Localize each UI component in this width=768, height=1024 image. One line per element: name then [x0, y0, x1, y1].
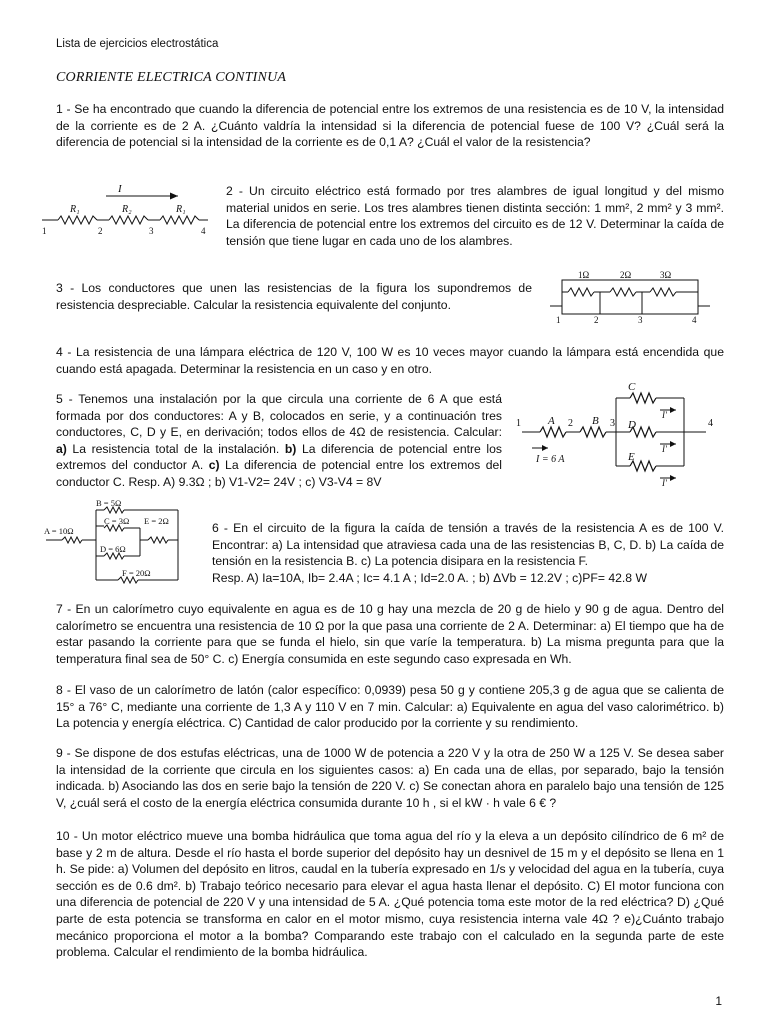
- exercise-number: 9: [56, 746, 63, 760]
- exercise-number: 1: [56, 102, 63, 116]
- node-1: 1: [516, 418, 521, 429]
- node-3: 3: [149, 226, 154, 236]
- exercise-text: El vaso de un calorímetro de latón (calor específico: 0,0939) pesa 50 g y contiene 205,3 g de agua que se calienta de 15° a 76° C, mediante una corriente de 1,3 A y 110 V en 7 min. Calcular: a) Equivalente en agua del vaso calorimétrico. b) La potencia y energía eléctrica. C) Cantidad de calor producido por la corriente y su rendimiento.: [56, 683, 724, 731]
- node-4: 4: [692, 315, 697, 325]
- exercise-number: 6: [212, 521, 219, 535]
- part-c-marker: c): [208, 458, 220, 473]
- section-title: CORRIENTE ELECTRICA CONTINUA: [56, 70, 287, 85]
- part-a-text: La resistencia total de la instalación.: [66, 441, 285, 456]
- page-number: 1: [715, 994, 722, 1008]
- exercise-5: 5 - Tenemos una instalación por la que circula una corriente de 6 A que está formada por dos conductores: A y B, colocados en serie, y a continuación tres conductores, C, D y E, en derivación; todos ellos de 4Ω de resistencia. Calcular: a) La resistencia total de la instalación. b) La diferencia de potencial entre los extremos del conductor A. c) La diferencia de potencial entre los extremos del conductor C. Resp. A) 9.3Ω ; b) V1-V2= 24V ; c) V3-V4 = 8V: [56, 392, 502, 489]
- exercise-3: 3 - Los conductores que unen las resistencias de la figura los supondremos de resistencia despreciable. Calcular la resistencia equivalente del conjunto.: [56, 281, 532, 312]
- current-label: I: [118, 183, 122, 195]
- node-4: 4: [708, 418, 713, 429]
- branch-current-e-label: I': [662, 478, 667, 488]
- exercise-9: 9 - Se dispone de dos estufas eléctricas, una de 1000 W de potencia a 220 V y la otra de 250 W a 125 V. Se desea saber la intensidad de la corriente que circula en los siguientes casos: a) En cada una de ellas, por separado, bajo la tensión indicada. b) Asociando las dos en serie bajo la tensión de 220 V. c) Se conectan ahora en paralelo bajo una tensión de 125 V, ¿cuál será el costo de la energía eléctrica consumida durante 10 h , si el kW · h vale 6 € ?: [56, 746, 724, 810]
- branch-current-d-label: I': [662, 444, 667, 454]
- parallel-conductors-figure: [512, 382, 724, 490]
- resistor-d-label: D = 6Ω: [100, 544, 126, 554]
- conductor-a-label: A: [548, 415, 555, 427]
- conductor-d-label: D: [628, 419, 636, 431]
- resistor-2-ohm-label: 2Ω: [620, 270, 632, 280]
- resistor-b-label: B = 5Ω: [96, 498, 122, 508]
- exercise-answer: Resp. A) Ia=10A, Ib= 2.4A ; Ic= 4.1 A ; Id=2.0 A. ; b) ΔVb = 12.2V ; c)PF= 42.8 W: [212, 570, 647, 585]
- exercise-4: 4 - La resistencia de una lámpara eléctrica de 120 V, 100 W es 10 veces mayor cuando la lámpara está encendida que cuando está apagada. Determinar la resistencia en un caso y en otro.: [56, 345, 724, 376]
- resistor-label-r2: R₂: [122, 204, 132, 215]
- exercise-8: 8 - El vaso de un calorímetro de latón (calor específico: 0,0939) pesa 50 g y contiene 205,3 g de agua que se calienta de 15° a 76° C, mediante una corriente de 1,3 A y 110 V en 7 min. Calcular: a) Equivalente en agua del vaso calorimétrico. b) La potencia y energía eléctrica. C) Cantidad de calor producido por la corriente y su rendimiento.: [56, 683, 724, 731]
- branch-current-c-label: I': [662, 410, 667, 420]
- conductor-b-label: B: [592, 415, 599, 427]
- resistor-e-label: E = 2Ω: [144, 516, 169, 526]
- node-1: 1: [556, 315, 561, 325]
- conductor-e-label: E: [628, 451, 635, 463]
- exercise-6: 6 - En el circuito de la figura la caída de tensión a través de la resistencia A es de 100 V. Encontrar: a) La intensidad que atraviesa cada una de las resistencias B, C, D. b) La caída de tensión en la resistencia B. c) La potencia disipara en la resistencia F. Resp. A) Ia=10A, Ib= 2.4A ; Ic= 4.1 A ; Id=2.0 A. ; b) ΔVb = 12.2V ; c)PF= 42.8 W: [212, 521, 724, 585]
- document-header: Lista de ejercicios electrostática: [56, 38, 219, 50]
- exercise-7: 7 - En un calorímetro cuyo equivalente en agua es de 10 g hay una mezcla de 20 g de hielo y 90 g de agua. Dentro del calorímetro se encuentra una resistencia de 10 Ω por la que pasa una corriente de 2 A. Determinar: a) El tiempo que ha de estar pasando la corriente para que se funda el hielo, sin que varíe la temperatura. b) La misma pregunta para que la temperatura final sea de 50° C. c) Energía consumida en este segundo caso expresada en Wh.: [56, 602, 724, 666]
- node-3: 3: [638, 315, 643, 325]
- series-wires-figure: [36, 182, 216, 238]
- exercise-number: 2: [226, 184, 233, 198]
- exercise-text: Se ha encontrado que cuando la diferencia de potencial entre los extremos de una resistencia es de 10 V, la intensidad de la corriente es de 2 A. ¿Cuánto valdría la intensidad si la diferencia de potencial fuese de 100 V? ¿Cuál será la diferencia de potencial si la intensidad de la corriente es de 0,1 A? ¿Cuál el valor de la resistencia?: [56, 102, 724, 150]
- exercise-text: Un motor eléctrico mueve una bomba hidráulica que toma agua del río y la eleva a un depósito cilíndrico de 6 m² de base y 2 m de altura. Desde el río hasta el borde superior del depósito hay un desnivel de 15 m y el depósito se llena en 1 h. Se pide: a) Volumen del depósito en litros, caudal en la tubería expresado en 1/s y velocidad del agua en la tubería, cuya sección es de 0.6 dm². b) Trabajo teórico necesario para elevar el agua hasta llenar el depósito. C) El motor funciona con una diferencia de potencial de 220 V y una intensidad de 5 A. ¿Qué potencia toma este motor de la red eléctrica? D) ¿Qué parte de esta potencia se transforma en calor en el motor mismo, cuya resistencia interna vale 4Ω ? e)¿Cuánto trabajo mecánico proporciona el motor a la bomba? Comparando este trabajo con el calculado en la segunda parte de este problema. Calcular el rendimiento de la bomba hidráulica.: [56, 829, 724, 960]
- exercise-2: 2 - Un circuito eléctrico está formado por tres alambres de igual longitud y del mismo material unidos en serie. Los tres alambres tienen distinta sección: 1 mm², 2 mm² y 3 mm². La diferencia de potencial entre los extremos del circuito es de 12 V. Determinar la caída de tensión que tiene lugar en cada uno de los alambres.: [226, 184, 724, 248]
- exercise-number: 10: [56, 829, 70, 843]
- node-2: 2: [568, 418, 573, 429]
- resistor-label-r1: R₁: [70, 204, 80, 215]
- exercise-10: 10 - Un motor eléctrico mueve una bomba hidráulica que toma agua del río y la eleva a un depósito cilíndrico de 6 m² de base y 2 m de altura. Desde el río hasta el borde superior del depósito hay un desnivel de 15 m y el depósito se llena en 1 h. Se pide: a) Volumen del depósito en litros, caudal en la tubería expresado en 1/s y velocidad del agua en la tubería, cuya sección es de 0.6 dm². b) Trabajo teórico necesario para elevar el agua hasta llenar el depósito. C) El motor funciona con una diferencia de potencial de 220 V y una intensidad de 5 A. ¿Qué potencia toma este motor de la red eléctrica? D) ¿Qué parte de esta potencia se transforma en calor en el motor mismo, cuya resistencia interna vale 4Ω ? e)¿Cuánto trabajo mecánico proporciona el motor a la bomba? Comparando este trabajo con el calculado en la segunda parte de este problema. Calcular el rendimiento de la bomba hidráulica.: [56, 829, 724, 960]
- resistor-c-label: C = 3Ω: [104, 516, 130, 526]
- exercise-text: En el circuito de la figura la caída de tensión a través de la resistencia A es de 100 V. Encontrar: a) La intensidad que atraviesa cada una de las resistencias B, C, D. b) La caída de tensión en la resistencia B. c) La potencia disipara en la resistencia F.: [212, 521, 724, 569]
- exercise-text: Se dispone de dos estufas eléctricas, una de 1000 W de potencia a 220 V y la otra de 250 W a 125 V. Se desea saber la intensidad de la corriente que circula en los siguientes casos: a) En cada una de ellas, por separado, bajo la tensión indicada. b) Asociando las dos en serie bajo la tensión de 220 V. c) Se conectan ahora en paralelo bajo una tensión de 125 V, ¿cuál será el costo de la energía eléctrica consumida durante 10 h , si el kW · h vale 6 € ?: [56, 746, 724, 810]
- exercise-number: 7: [56, 602, 63, 616]
- exercise-text: Los conductores que unen las resistencias de la figura los supondremos de resistencia despreciable. Calcular la resistencia equivalente del conjunto.: [56, 281, 532, 312]
- node-1: 1: [42, 226, 47, 236]
- resistor-label-r3: R₁: [176, 204, 186, 215]
- exercise-number: 8: [56, 683, 63, 697]
- exercise-text: Tenemos una instalación por la que circula una corriente de 6 A que está formada por dos conductores: A y B, colocados en serie, y a continuación tres conductores, C, D y E, en derivación; todos ellos de 4Ω de resistencia. Calcular:: [56, 392, 502, 440]
- resistor-f-label: F = 20Ω: [122, 568, 151, 578]
- resistor-a-label: A = 10Ω: [44, 526, 74, 536]
- node-2: 2: [594, 315, 599, 325]
- node-4: 4: [201, 226, 206, 236]
- exercise-text: La resistencia de una lámpara eléctrica de 120 V, 100 W es 10 veces mayor cuando la lámpara está encendida que cuando está apagada. Determinar la resistencia en un caso y en otro.: [56, 345, 724, 376]
- conductor-c-label: C: [628, 382, 636, 393]
- exercise-number: 5: [56, 392, 63, 406]
- part-a-marker: a): [56, 441, 67, 456]
- part-b-marker: b): [284, 441, 297, 456]
- resistor-1-ohm-label: 1Ω: [578, 270, 590, 280]
- exercise-number: 4: [56, 345, 63, 359]
- exercise-text: Un circuito eléctrico está formado por tres alambres de igual longitud y del mismo material unidos en serie. Los tres alambres tienen distinta sección: 1 mm², 2 mm² y 3 mm². La diferencia de potencial entre los extremos del circuito es de 12 V. Determinar la caída de tensión que tiene lugar en cada uno de los alambres.: [226, 184, 724, 248]
- resistor-network-figure: [550, 268, 710, 326]
- exercise-number: 3: [56, 281, 63, 295]
- exercise-1: 1 - Se ha encontrado que cuando la diferencia de potencial entre los extremos de una resistencia es de 10 V, la intensidad de la corriente es de 2 A. ¿Cuánto valdría la intensidad si la diferencia de potencial fuese de 100 V? ¿Cuál será la diferencia de potencial si la intensidad de la corriente es de 0,1 A? ¿Cuál el valor de la resistencia?: [56, 102, 724, 150]
- resistor-3-ohm-label: 3Ω: [660, 270, 672, 280]
- total-current-label: I = 6 A: [536, 454, 565, 465]
- node-2: 2: [98, 226, 103, 236]
- mixed-circuit-figure: [44, 496, 208, 590]
- node-3: 3: [610, 418, 615, 429]
- part-c-text: La diferencia de potencial entre los extremos del conductor C. Resp. A) 9.3Ω ; b) V1-V2= 24V ; c) V3-V4 = 8V: [56, 458, 502, 489]
- exercise-text: En un calorímetro cuyo equivalente en agua es de 10 g hay una mezcla de 20 g de hielo y 90 g de agua. Dentro del calorímetro se encuentra una resistencia de 10 Ω por la que pasa una corriente de 2 A. Determinar: a) El tiempo que ha de estar pasando la corriente para que se funda el hielo, sin que varíe la temperatura. b) La misma pregunta para que la temperatura final sea de 50° C. c) Energía consumida en este segundo caso expresada en Wh.: [56, 602, 724, 666]
- part-b-text: La diferencia de potencial entre los extremos del conductor A.: [56, 441, 502, 473]
